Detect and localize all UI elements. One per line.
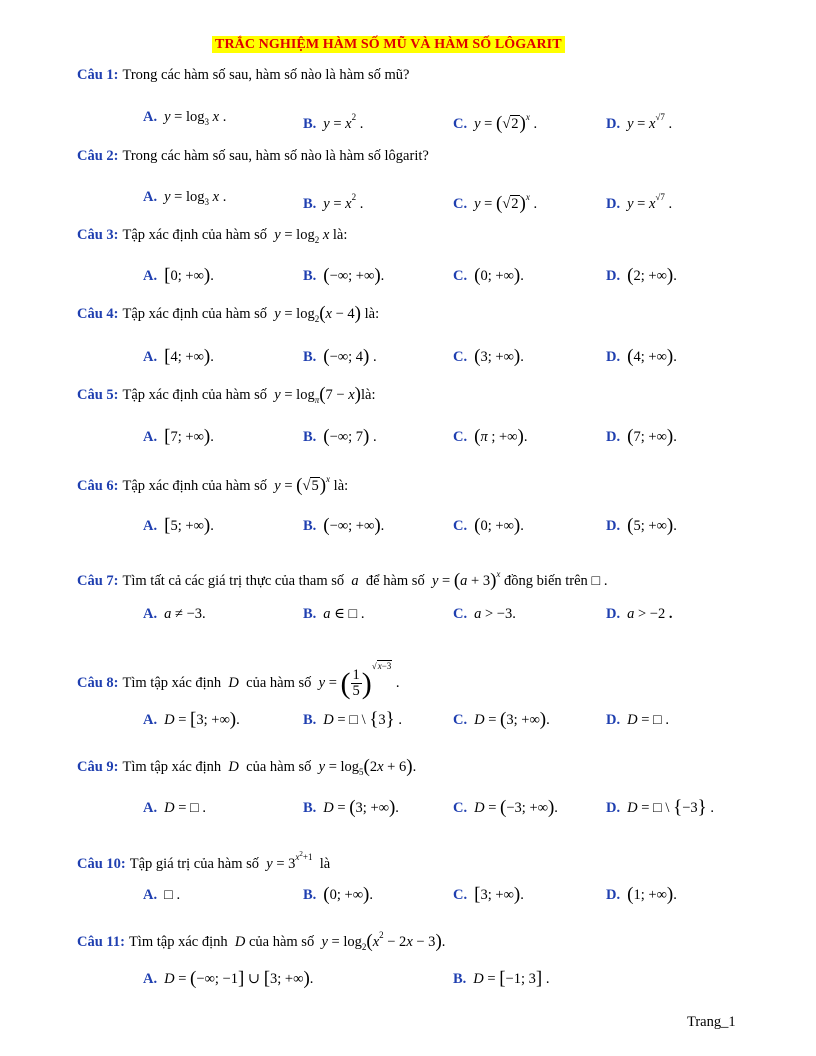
question-number: Câu 2: bbox=[77, 148, 119, 164]
q1-option-d[interactable]: D. $y = x^{√7}$ . bbox=[606, 112, 673, 132]
q9-option-a[interactable]: A. D = □ . bbox=[143, 800, 207, 816]
q4-option-c[interactable]: C. (3; +∞). bbox=[453, 346, 524, 367]
q9-option-b[interactable]: B. D = (3; +∞). bbox=[303, 797, 399, 818]
q1-option-c[interactable]: C. $y = (√2)^x$ . bbox=[453, 112, 538, 134]
q5-option-b[interactable]: B. (−∞; 7) . bbox=[303, 426, 377, 447]
page-number: Trang_1 bbox=[687, 1014, 736, 1030]
question-9: Câu 9: Tìm tập xác định D của hàm số $y = \log_5(2x + 6)$. bbox=[77, 756, 417, 777]
page-title: TRẮC NGHIỆM HÀM SỐ MŨ VÀ HÀM SỐ LÔGARIT bbox=[212, 36, 565, 53]
question-text: Trong các hàm số sau, hàm số nào là hàm số mũ? bbox=[122, 67, 410, 83]
q3-option-a[interactable]: A. [0; +∞). bbox=[143, 265, 214, 286]
q4-option-b[interactable]: B. (−∞; 4) . bbox=[303, 346, 377, 367]
q5-option-a[interactable]: A. [7; +∞). bbox=[143, 426, 214, 447]
q1-option-b[interactable]: B. $y = x^2$ . bbox=[303, 112, 364, 132]
question-2 bbox=[77, 145, 429, 167]
q4-option-d[interactable]: D. (4; +∞). bbox=[606, 346, 677, 367]
question-4: Câu 4: Tập xác định của hàm số $y = \log_2(x - 4)$ là: bbox=[77, 303, 380, 324]
q7-option-d[interactable]: D. a > −2 . bbox=[606, 606, 673, 622]
q6-option-b[interactable]: B. (−∞; +∞). bbox=[303, 515, 385, 536]
q7-option-b[interactable]: B. a ∈ □ . bbox=[303, 606, 365, 622]
q9-option-c[interactable]: C. D = (−3; +∞). bbox=[453, 797, 558, 818]
q4-option-a[interactable]: A. [4; +∞). bbox=[143, 346, 214, 367]
q2-option-c[interactable]: C. $y = (√2)^x$ . bbox=[453, 192, 538, 214]
q6-option-c[interactable]: C. (0; +∞). bbox=[453, 515, 524, 536]
question-10: Câu 10: Tập giá trị của hàm số $y = 3^{x^2+1}$ là bbox=[77, 850, 331, 872]
question-7: Câu 7: Tìm tất cả các giá trị thực của tham số a để hàm số $y = (a + 3)^x$ đồng biến trên □ . bbox=[77, 569, 608, 591]
q11-option-b[interactable]: B. D = [−1; 3] . bbox=[453, 968, 550, 989]
q3-option-d[interactable]: D. (2; +∞). bbox=[606, 265, 677, 286]
q1-option-a[interactable]: A. $y = \log_3 x$ . bbox=[143, 109, 227, 127]
question-text: Trong các hàm số sau, hàm số nào là hàm số lôgarit? bbox=[122, 148, 429, 164]
q10-option-a[interactable]: A. □ . bbox=[143, 887, 181, 903]
question-11: Câu 11: Tìm tập xác định D của hàm số $y = \log_2(x^2 - 2x - 3)$. bbox=[77, 930, 446, 952]
q6-option-d[interactable]: D. (5; +∞). bbox=[606, 515, 677, 536]
question-6: Câu 6: Tập xác định của hàm số $y = (√5)^x$ là: bbox=[77, 474, 349, 496]
q10-option-c[interactable]: C. [3; +∞). bbox=[453, 884, 524, 905]
q8-option-a[interactable]: A. D = [3; +∞). bbox=[143, 709, 240, 730]
q2-option-d[interactable]: D. $y = x^{√7}$ . bbox=[606, 192, 673, 212]
q3-option-b[interactable]: B. (−∞; +∞). bbox=[303, 265, 385, 286]
q2-option-b[interactable]: B. $y = x^2$ . bbox=[303, 192, 364, 212]
q6-option-a[interactable]: A. [5; +∞). bbox=[143, 515, 214, 536]
q10-option-b[interactable]: B. (0; +∞). bbox=[303, 884, 373, 905]
q2-option-a[interactable]: A. $y = \log_3 x$ . bbox=[143, 189, 227, 207]
q8-option-b[interactable]: B. D = □ \ {3} . bbox=[303, 709, 402, 730]
q11-option-a[interactable]: A. D = (−∞; −1] ∪ [3; +∞). bbox=[143, 968, 314, 989]
question-3: Câu 3: Tập xác định của hàm số $y = \log_2 x$ là: bbox=[77, 227, 348, 245]
question-5: Câu 5: Tập xác định của hàm số $y = \log_\pi(7$ − x)là: bbox=[77, 384, 376, 405]
q7-option-a[interactable]: A. a ≠ −3. bbox=[143, 606, 206, 622]
q3-option-c[interactable]: C. (0; +∞). bbox=[453, 265, 524, 286]
question-1 bbox=[77, 64, 410, 86]
q8-option-d[interactable]: D. D = □ . bbox=[606, 712, 670, 728]
q7-option-c[interactable]: C. a > −3. bbox=[453, 606, 516, 622]
q10-option-d[interactable]: D. (1; +∞). bbox=[606, 884, 677, 905]
question-number: Câu 1: bbox=[77, 67, 119, 83]
q5-option-c[interactable]: C. (π ; +∞). bbox=[453, 426, 528, 447]
q5-option-d[interactable]: D. (7; +∞). bbox=[606, 426, 677, 447]
question-8: Câu 8: Tìm tập xác định D của hàm số y = ( $\frac{1}{5}$ )$^{√x-3}$ . bbox=[77, 661, 400, 700]
q9-option-d[interactable]: D. D = □ \ {−3} . bbox=[606, 797, 714, 818]
q8-option-c[interactable]: C. D = (3; +∞). bbox=[453, 709, 550, 730]
